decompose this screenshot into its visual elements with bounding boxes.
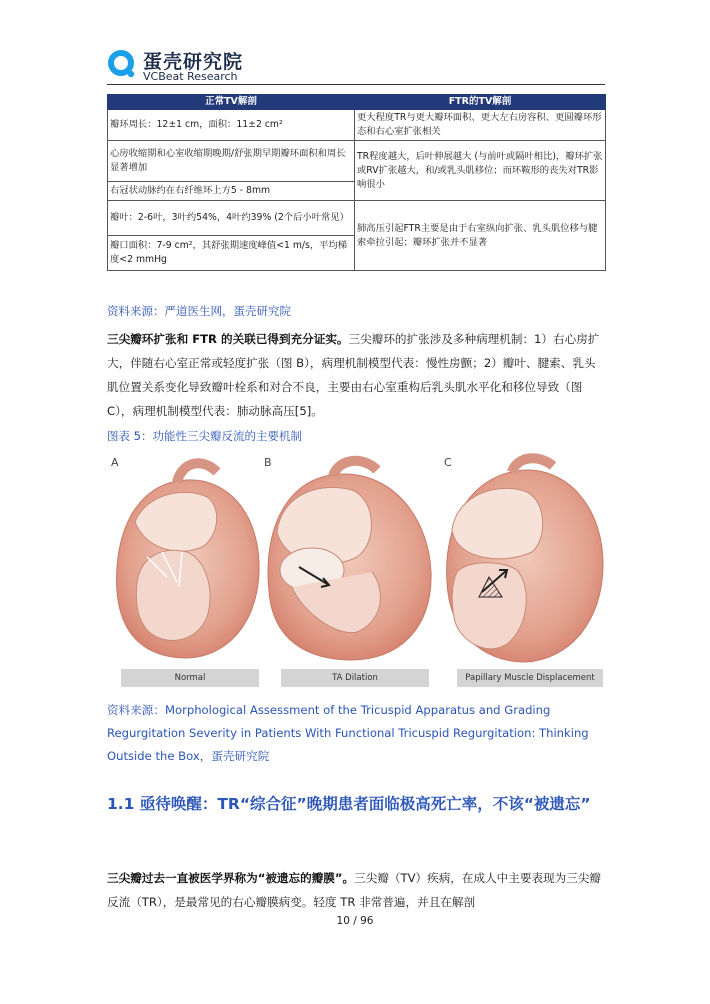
paragraph-body: 三尖瓣（TV）疾病，在成人中主要表现为三尖瓣反流（TR），是最常见的右心瓣膜病变。轻度 TR 非常普遍，并且在解剖 xyxy=(107,871,602,909)
brand-name-cn: 蛋壳研究院 xyxy=(143,51,244,73)
caption-normal: Normal xyxy=(121,669,259,687)
caption-ta-dilation: TA Dilation xyxy=(281,669,429,687)
table-cell: 右冠状动脉约在右纤维环上方5 - 8mm xyxy=(108,182,355,201)
paragraph-lead: 三尖瓣环扩张和 FTR 的关联已得到充分证实。 xyxy=(107,332,349,346)
panel-letter-c: C xyxy=(444,456,452,469)
heart-ta-dilation-illustration xyxy=(268,461,431,660)
paragraph-lead: 三尖瓣过去一直被医学界称为“被遗忘的瓣膜”。 xyxy=(107,871,355,885)
header-divider xyxy=(107,84,605,85)
table-cell: 肺高压引起FTR主要是由于右室纵向扩张、乳头肌位移与腱索牵拉引起；瓣环扩张并不显著 xyxy=(355,201,606,271)
heart-papillary-displacement-illustration xyxy=(447,458,603,662)
table-header-normal: 正常TV解剖 xyxy=(108,95,355,110)
heart-figure xyxy=(107,452,605,692)
table-source: 资料来源：严道医生网，蛋壳研究院 xyxy=(107,304,291,318)
page-number: 10 / 96 xyxy=(336,915,374,927)
table-cell: 瓣口面积：7-9 cm²，其舒张期速度峰值<1 m/s，平均梯度<2 mmHg xyxy=(108,236,355,271)
table-header-ftr: FTR的TV解剖 xyxy=(355,95,606,110)
caption-papillary-displacement: Papillary Muscle Displacement xyxy=(457,669,603,687)
figure-source: 资料来源：Morphological Assessment of the Tricuspid Apparatus and Grading Regurgitation Severity in Patients With Functional Tricuspid Regurgitation: Thinking Outside the Box，蛋壳研究院 xyxy=(107,703,589,763)
panel-letter-a: A xyxy=(111,456,119,469)
brand-logo-icon xyxy=(107,49,137,79)
paragraph-body: 三尖瓣环的扩张涉及多种病理机制：1）右心房扩大，伴随右心室正常或轻度扩张（图 B），病理机制模型代表：慢性房颤；2）瓣叶、腱索、乳头肌位置关系变化导致瓣叶栓系和对合不良，主要由右心室重构后乳头肌水平化和移位导致（图 C），病理机制模型代表：肺动脉高压[5]。 xyxy=(107,332,600,418)
panel-letter-b: B xyxy=(264,456,272,469)
paragraph-forgotten-valve xyxy=(107,866,605,914)
tv-anatomy-table xyxy=(107,94,606,271)
heart-normal-illustration xyxy=(117,463,260,658)
table-cell: 心房收缩期和心室收缩期晚期/舒张期早期瓣环面积和周长显著增加 xyxy=(108,141,355,182)
brand-name-en: VCBeat Research xyxy=(143,70,238,83)
table-cell: 更大程度TR与更大瓣环面积、更大左右房容积、更圆瓣环形态和右心室扩张相关 xyxy=(355,110,606,141)
table-cell: TR程度越大，后叶伸展越大 (与前叶或隔叶相比)，瓣环扩张或RV扩张越大，和/或乳头肌移位；而环鞍形的丧失对TR影响很小 xyxy=(355,141,606,201)
section-heading: 1.1 亟待唤醒：TR“综合征”晚期患者面临极高死亡率，不该“被遗忘” xyxy=(107,795,591,813)
paragraph-mechanisms xyxy=(107,327,605,423)
figure-title: 图表 5：功能性三尖瓣反流的主要机制 xyxy=(107,429,302,443)
heart-illustrations xyxy=(107,452,605,667)
table-cell: 瓣叶：2-6叶，3叶约54%，4叶约39% (2个后小叶常见） xyxy=(108,201,355,236)
table-cell: 瓣环周长：12±1 cm，面积：11±2 cm² xyxy=(108,110,355,141)
